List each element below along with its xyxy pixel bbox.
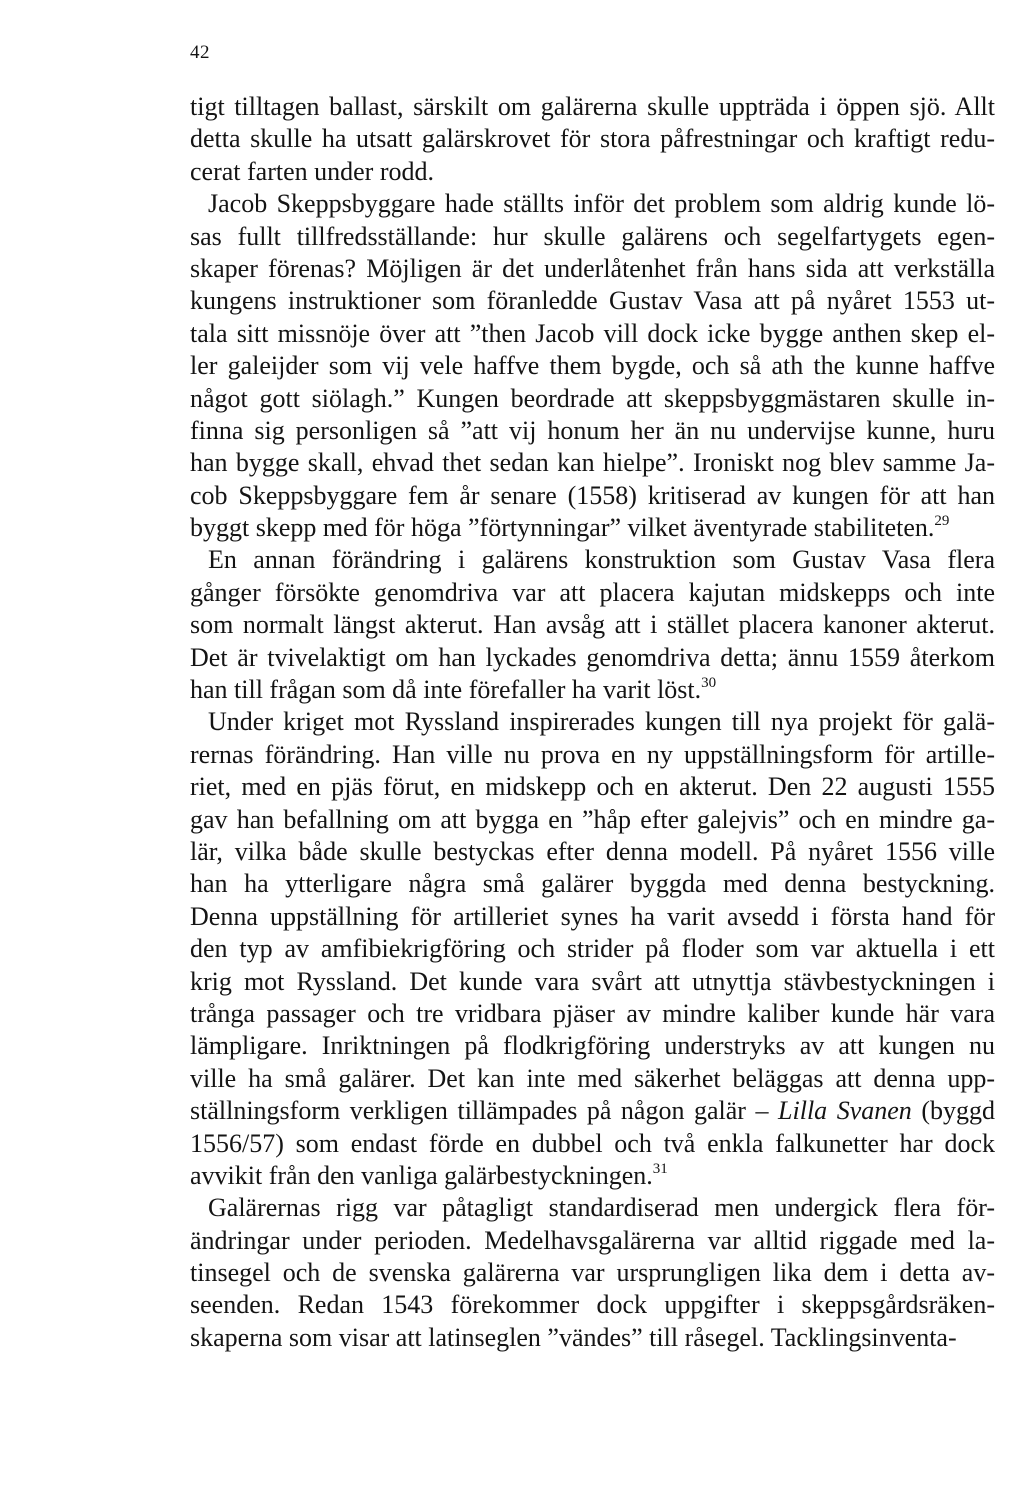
text-line (190, 901, 995, 933)
line-text: Denna uppställning för artilleriet synes ha varit avsedd i första hand för (190, 901, 995, 931)
text-line (190, 1063, 995, 1095)
line-text: detta skulle ha utsatt galärskrovet för stora påfrestningar och kraftigt redu- (190, 124, 995, 154)
line-text: kungens instruktioner som föranledde Gustav Vasa att på nyåret 1553 ut- (190, 286, 995, 316)
footnote-ref: 29 (934, 513, 950, 530)
line-text: Det är tvivelaktigt om han lyckades genomdriva detta; ännu 1559 återkom (190, 642, 995, 672)
line-text: den typ av amfibiekrigföring och strider på floder som var aktuella i ett (190, 934, 995, 964)
text-line (190, 868, 995, 900)
paragraph (190, 91, 995, 188)
line-text: byggt skepp med för höga ”förtynningar” vilket äventyrade stabiliteten. (190, 513, 935, 543)
line-text: trånga passager och tre vridbara pjäser av mindre kaliber kunde här vara (190, 998, 995, 1028)
text-line (190, 447, 995, 479)
text-line (190, 1289, 995, 1321)
text-line (190, 771, 995, 803)
line-text: rernas förändring. Han ville nu prova en ny uppställningsform för artille- (190, 739, 995, 769)
line-text: något gott siölagh.” Kungen beordrade att skeppsbyggmästaren skulle in- (190, 383, 995, 413)
line-text: Jacob Skeppsbyggare hade ställts inför det problem som aldrig kunde lö- (208, 189, 995, 219)
line-text: gav han befallning om att bygga en ”håp efter galejvis” och en mindre ga- (190, 804, 995, 834)
text-line (190, 609, 995, 641)
text-line (190, 1128, 995, 1160)
line-text: skaper förenas? Möjligen är det underlåtenhet från hans sida att verkställa (190, 253, 995, 283)
line-text: ställningsform verkligen tillämpades på någon galär – (190, 1096, 779, 1126)
paragraph (190, 188, 995, 544)
line-text: ville ha små galärer. Det kan inte med säkerhet beläggas att denna upp- (190, 1063, 995, 1093)
line-text: han bygge skall, ehvad thet sedan kan hielpe”. Ironiskt nog blev samme Ja- (190, 448, 995, 478)
text-line (190, 512, 995, 544)
text-line (190, 383, 995, 415)
line-text: som normalt längst akterut. Han avsåg att i stället placera kanoner akterut. (190, 610, 995, 640)
line-text: finna sig personligen så ”att vij honum her än nu undervijse kunne, huru (190, 415, 995, 445)
line-text: sas fullt tillfredsställande: hur skulle galärens och segelfartygets egen- (190, 221, 995, 251)
text-line (190, 739, 995, 771)
text-line (190, 1322, 995, 1354)
line-text: lämpligare. Inriktningen på flodkrigföring understryks av att kungen nu (190, 1031, 995, 1061)
line-text: gånger försökte genomdriva var att placera kajutan midskepps och inte (190, 577, 995, 607)
text-line (190, 642, 995, 674)
text-line (190, 415, 995, 447)
text-line (190, 1030, 995, 1062)
line-text: Galärernas rigg var påtagligt standardiserad men undergick flera för- (208, 1193, 995, 1223)
line-text: 1556/57) som endast förde en dubbel och två enkla falkunetter har dock (190, 1128, 995, 1158)
line-text: ändringar under perioden. Medelhavsgalärerna var alltid riggade med la- (190, 1225, 995, 1255)
text-line (190, 188, 995, 220)
line-text: avvikit från den vanliga galärbestyckningen. (190, 1160, 653, 1190)
text-line (190, 544, 995, 576)
line-text: Under kriget mot Ryssland inspirerades kungen till nya projekt för galä- (208, 707, 995, 737)
footnote-ref: 31 (652, 1160, 668, 1177)
text-line (190, 836, 995, 868)
text-line (190, 674, 995, 706)
text-line (190, 1095, 995, 1127)
text-line (190, 1225, 995, 1257)
line-text: tinsegel och de svenska galärerna var ursprungligen lika dem i detta av- (190, 1258, 995, 1288)
line-text: En annan förändring i galärens konstruktion som Gustav Vasa flera (208, 545, 995, 575)
line-text: seenden. Redan 1543 förekommer dock uppgifter i skeppsgårdsräken- (190, 1290, 995, 1320)
text-line (190, 706, 995, 738)
text-line (190, 577, 995, 609)
line-text-after: (byggd (911, 1096, 995, 1126)
body-text (190, 91, 995, 1354)
line-text: lär, vilka både skulle bestyckas efter denna modell. På nyåret 1556 ville (190, 836, 995, 866)
paragraph (190, 544, 995, 706)
text-line (190, 1192, 995, 1224)
text-line (190, 998, 995, 1030)
text-line (190, 966, 995, 998)
line-text: krig mot Ryssland. Det kunde vara svårt att utnyttja stävbestyckningen i (190, 966, 995, 996)
line-text: cob Skeppsbyggare fem år senare (1558) kritiserad av kungen för att han (190, 480, 995, 510)
text-line (190, 221, 995, 253)
text-line (190, 1160, 995, 1192)
text-line (190, 253, 995, 285)
text-line (190, 318, 995, 350)
line-text: ler galeijder som vij vele haffve them bygde, och så ath the kunne haffve (190, 351, 995, 381)
ship-name: Lilla Svanen (778, 1096, 912, 1126)
text-line (190, 480, 995, 512)
line-text: tigt tilltagen ballast, särskilt om galärerna skulle uppträda i öppen sjö. Allt (190, 92, 995, 121)
text-line (190, 1257, 995, 1289)
text-line (190, 156, 995, 188)
line-text: han till frågan som då inte förefaller ha varit löst. (190, 675, 702, 705)
text-line (190, 350, 995, 382)
line-text: cerat farten under rodd. (190, 156, 434, 186)
footnote-ref: 30 (701, 675, 717, 692)
paragraph (190, 1192, 995, 1354)
line-text: riet, med en pjäs förut, en midskepp och en akterut. Den 22 augusti 1555 (190, 772, 995, 802)
page-number: 42 (190, 42, 210, 63)
text-line (190, 285, 995, 317)
text-line (190, 123, 995, 155)
paragraph (190, 706, 995, 1192)
text-line (190, 91, 995, 123)
text-line (190, 804, 995, 836)
line-text: skaperna som visar att latinseglen ”vändes” till råsegel. Tacklingsinventa- (190, 1322, 957, 1352)
line-text: han ha ytterligare några små galärer byggda med denna bestyckning. (190, 869, 995, 899)
line-text: tala sitt missnöje över att ”then Jacob vill dock icke bygge anthen skep el- (190, 318, 995, 348)
text-line (190, 933, 995, 965)
